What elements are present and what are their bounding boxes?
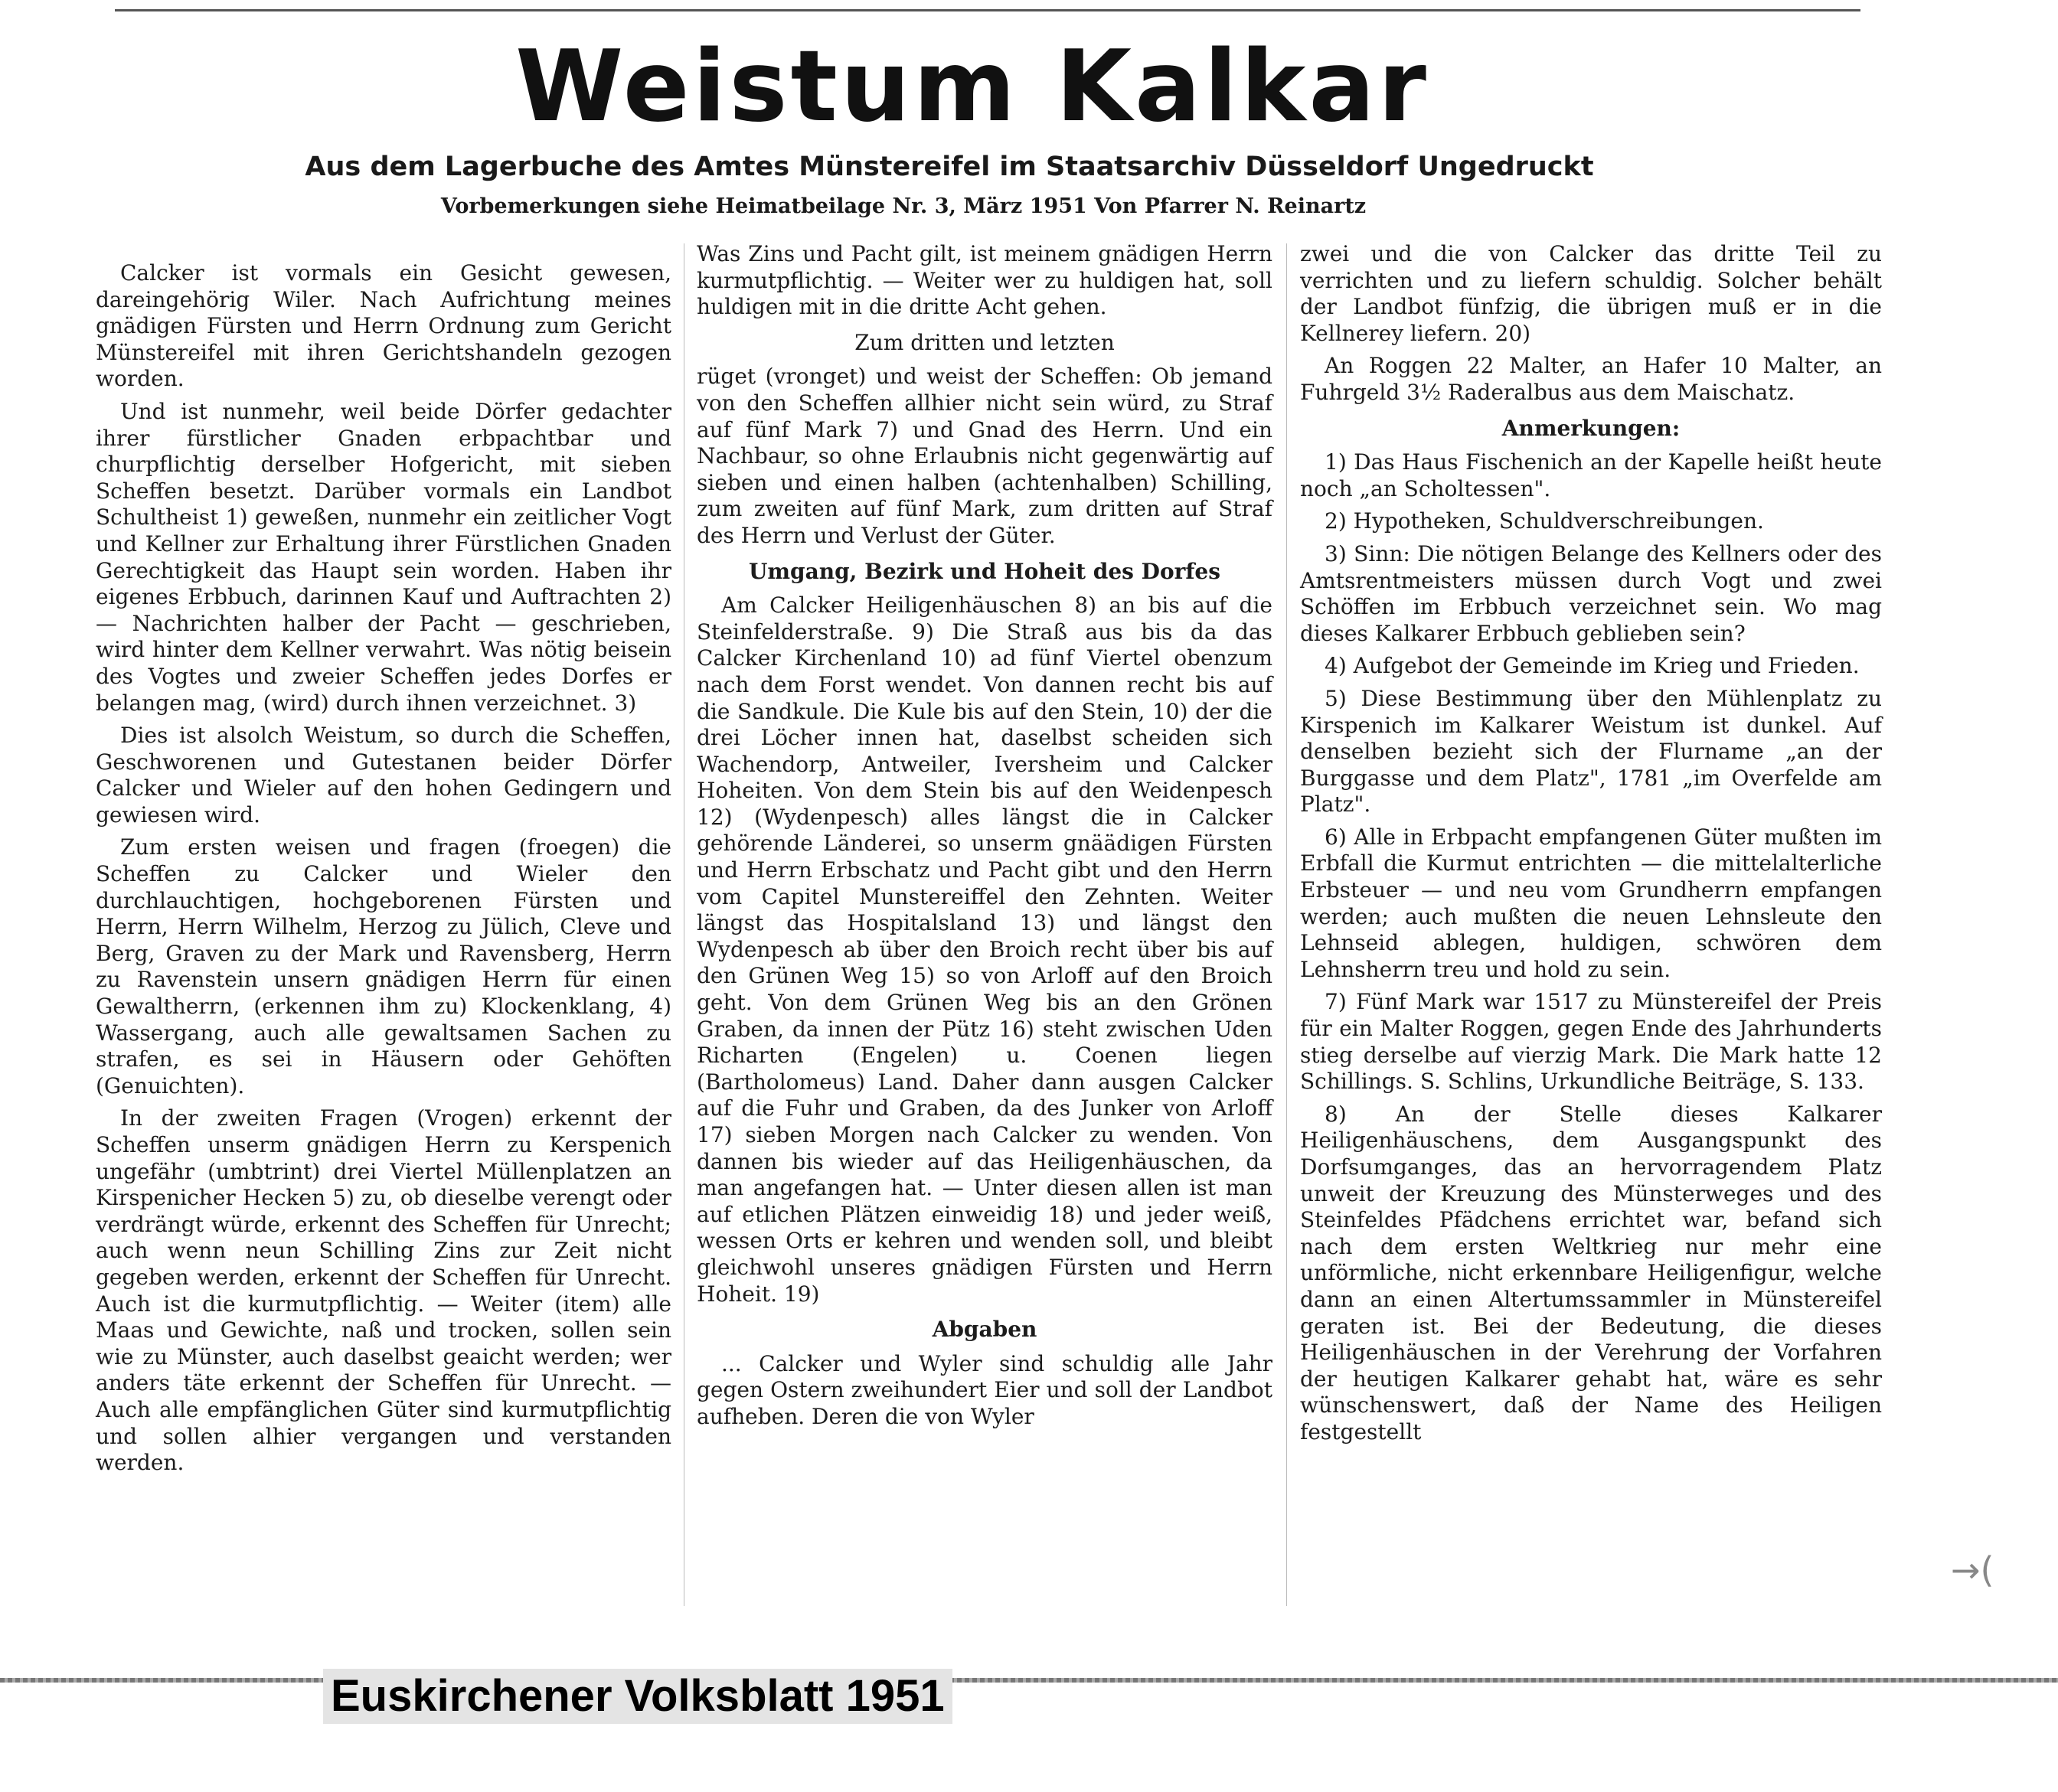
footnote: 6) Alle in Erbpacht empfangenen Güter mußten im Erbfall die Kurmut entrichten — die mittelalterliche Erbsteuer — und neu vom Grundherrn empfangen werden; auch mußten die neuen Lehnsleute den Lehnseid ablegen, huldigen, schwören dem Lehnsherrn treu und hold zu sein.	[1300, 824, 1882, 982]
top-rule	[115, 9, 1860, 11]
article-column-3	[1300, 241, 1882, 1452]
article-title: Weistum Kalkar	[515, 30, 1429, 144]
article-byline: Vorbemerkungen siehe Heimatbeilage Nr. 3, März 1951 Von Pfarrer N. Reinartz	[440, 194, 1367, 218]
paragraph: zwei und die von Calcker das dritte Teil zu verrichten und zu liefern schuldig. Solcher behält der Landbot fünfzig, die übrigen muß er in die Kellnerey liefern. 20)	[1300, 241, 1882, 346]
section-heading: Zum dritten und letzten	[854, 329, 1115, 355]
footnote: 3) Sinn: Die nötigen Belange des Kellners oder des Amtsrentmeisters müssen durch Vogt und zwei Schöffen im Erbbuch verzeichnet sein. Wo mag dieses Kalkarer Erbbuch geblieben sein?	[1300, 540, 1882, 646]
paragraph: Dies ist alsolch Weistum, so durch die Scheffen, Geschworenen und Gutestanen beider Dörfer Calcker und Wieler auf den hohen Gedingern und gewiesen wird.	[96, 723, 671, 827]
continuation-mark-icon: →(	[1951, 1549, 1994, 1591]
article-column-2	[697, 241, 1272, 1437]
footnote: 4) Aufgebot der Gemeinde im Krieg und Frieden.	[1325, 653, 1860, 679]
paragraph: Am Calcker Heiligenhäuschen 8) an bis auf die Steinfelderstraße. 9) Die Straß aus bis da das Calcker Kirchenland 10) ad fünf Viertel obenzum nach dem Forst wendet. Von dannen recht bis auf die Sandkule. Die Kule bis auf den Stein, 10) der die drei Löcher innen hat, daselbst scheiden sich Wachendorp, Antweiler, Iversheim und Calcker Hoheiten. Von dem Stein bis auf den Weidenpesch 12) (Wydenpesch) alles längst die in Calcker gehörende Länderei, so unserm gnäädigen Fürsten und Herrn Erbschatz und Pacht gibt und den Herrn vom Capitel Munstereiffel den Zehnten. Weiter längst das Hospitalsland 13) und längst den Wydenpesch ab über den Broich recht über bis auf den Grünen Weg 15) so von Arloff auf den Broich geht. Von dem Grünen Weg bis an den Grönen Graben, da innen der Pütz 16) steht zwischen Uden Richarten (Engelen) u. Coenen liegen (Bartholomeus) Land. Daher dann ausgen Calcker auf die Fuhr und Graben, da des Junker von Arloff 17) sieben Morgen nach Calcker zu wenden. Von dannen bis wieder auf das Heiligenhäuschen, da man angefangen hat. — Unter diesen allen ist man auf etlichen Plätzen einweidig 18) und jeder weiß, wessen Orts er kehren und wenden soll, und bleibt gleichwohl unseres gnädigen Fürsten und Herrn Hoheit. 19)	[697, 592, 1272, 1307]
paragraph: ... Calcker und Wyler sind schuldig alle Jahr gegen Ostern zweihundert Eier und soll der Landbot aufheben. Deren die von Wyler	[697, 1350, 1272, 1429]
section-heading: Umgang, Bezirk und Hoheit des Dorfes	[748, 558, 1220, 584]
footnote: 2) Hypotheken, Schuldverschreibungen.	[1325, 508, 1764, 534]
paragraph: rüget (vronget) und weist der Scheffen: Ob jemand von den Scheffen allhier nicht sein würd, zu Straf auf fünf Mark 7) und Gnad des Herrn. Und ein Nachbaur, so ohne Erlaubnis nicht gegenwärtig auf sieben und einen halben (achtenhalben) Schilling, zum zweiten auf fünf Mark, zum dritten auf Straf des Herrn und Verlust der Güter.	[697, 364, 1272, 548]
footnote: 1) Das Haus Fischenich an der Kapelle heißt heute noch „an Scholtessen".	[1300, 449, 1882, 501]
section-heading: Abgaben	[932, 1317, 1037, 1343]
article-subtitle: Aus dem Lagerbuche des Amtes Münstereifel im Staatsarchiv Düsseldorf Ungedruckt	[305, 152, 1594, 182]
paragraph: Und ist nunmehr, weil beide Dörfer gedachter ihrer fürstlicher Gnaden erbpachtbar und churpflichtig derselber Hofgericht, mit sieben Scheffen besetzt. Darüber vormals ein Landbot Schultheist 1) geweßen, nunmehr ein zeitlicher Vogt und Kellner zur Erhaltung ihrer Fürstlichen Gnaden Gerechtigkeit das Haupt sein worden. Haben ihr eigenes Erbbuch, darinnen Kauf und Auftrachten 2) — Nachrichten halber der Pacht — geschrieben, wird hinter dem Kellner verwahrt. Was nötig beisein des Vogtes und zweier Scheffen jedes Dorfes er belangen mag, (wird) durch ihnen verzeichnet. 3)	[96, 398, 671, 716]
footnote: 8) An der Stelle dieses Kalkarer Heiligenhäuschens, dem Ausgangspunkt des Dorfsumganges, das an hervorragendem Platz unweit der Kreuzung des Münsterweges und des Steinfeldes Pfädchens errichtet war, befand sich nach dem ersten Weltkrieg nur mehr eine unförmliche, nicht erkennbare Heiligenfigur, welche dann an einen Altertumssammler in Münstereifel geraten ist. Bei der Bedeutung, die dieses Heiligenhäuschen in der Verehrung der Vorfahren der heutigen Kalkarer gehabt hat, wäre es sehr wünschenswert, daß der Name des Heiligen festgestellt	[1300, 1101, 1882, 1444]
paragraph: In der zweiten Fragen (Vrogen) erkennt der Scheffen unserm gnädigen Herrn zu Kerspenich ungefähr (umbtrint) drei Viertel Müllenplatzen an Kirspenicher Hecken 5) zu, ob dieselbe verengt oder verdrängt würde, erkennt des Scheffen für Unrecht; auch wenn neun Schilling Zins zur Zeit nicht gegeben werden, erkennt der Scheffen für Unrecht. Auch ist die kurmutpflichtig. — Weiter (item) alle Maas und Gewichte, naß und trocken, sollen sein wie zu Münster, auch daselbst geaicht werden; wer anders täte erkennt der Scheffen für Unrecht. — Auch alle empfänglichen Güter sind kurmutpflichtig und sollen alhier vergangen und verstanden werden.	[96, 1105, 671, 1476]
paragraph: Was Zins und Pacht gilt, ist meinem gnädigen Herrn kurmutpflichtig. — Weiter wer zu huldigen hat, soll huldigen mit in die dritte Acht gehen.	[697, 241, 1272, 320]
article-column-1	[96, 260, 671, 1483]
section-heading: Anmerkungen:	[1501, 415, 1681, 441]
source-caption: Euskirchener Volksblatt 1951	[323, 1669, 952, 1724]
paragraph: Calcker ist vormals ein Gesicht gewesen, dareingehörig Wiler. Nach Aufrichtung meines gnädigen Fürsten und Herrn Ordnung zum Gericht Münstereifel mit ihren Gerichtshandeln gezogen worden.	[96, 260, 671, 392]
paragraph: An Roggen 22 Malter, an Hafer 10 Malter, an Fuhrgeld 3½ Raderalbus aus dem Maischatz.	[1300, 353, 1882, 405]
paragraph: Zum ersten weisen und fragen (froegen) die Scheffen zu Calcker und Wieler den durchlauchtigen, hochgeborenen Fürsten und Herrn, Herrn Wilhelm, Herzog zu Jülich, Cleve und Berg, Graven zu der Mark und Ravensberg, Herrn zu Ravenstein unsern gnädigen Herrn für einen Gewaltherrn, (erkennen ihm zu) Klockenklang, 4) Wassergang, auch alle gewaltsamen Sachen zu strafen, es sei in Häusern oder Gehöften (Genuichten).	[96, 834, 671, 1098]
footnote: 7) Fünf Mark war 1517 zu Münstereifel der Preis für ein Malter Roggen, gegen Ende des Jahrhunderts stieg derselbe auf vierzig Mark. Die Mark hatte 12 Schillings. S. Schlins, Urkundliche Beiträge, S. 133.	[1300, 989, 1882, 1095]
footnote: 5) Diese Bestimmung über den Mühlenplatz zu Kirspenich im Kalkarer Weistum ist dunkel. Auf denselben bezieht sich der Flurname „an der Burggasse und dem Platz", 1781 „im Overfelde am Platz".	[1300, 685, 1882, 818]
column-divider	[1286, 243, 1287, 1606]
bottom-rule	[0, 1678, 2058, 1683]
